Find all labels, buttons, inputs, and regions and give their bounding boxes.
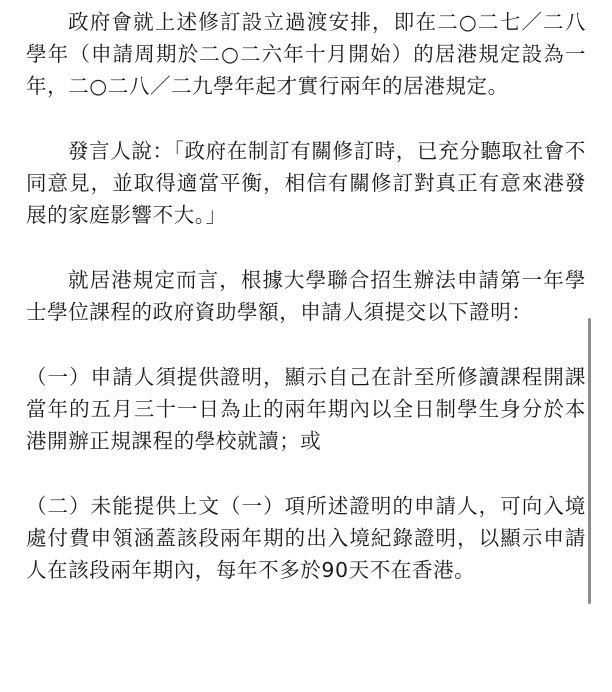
paragraph-spokesman-quote: 發言人說：「政府在制訂有關修訂時，已充分聽取社會不同意見，並取得適當平衡，相信有關修訂對真正有意來港發展的家庭影響不大。」 [26, 139, 586, 227]
paragraph-item-one: （一）申請人須提供證明，顯示自己在計至所修讀課程開課當年的五月三十一日為止的兩年期內以全日制學生身分於本港開辦正規課程的學校就讀；或 [26, 365, 586, 453]
paragraph-gap [26, 231, 586, 264]
paragraph-gap [26, 102, 586, 135]
paragraph-transition-arrangement: 政府會就上述修訂設立過渡安排，即在二○二七／二八學年（申請周期於二○二六年十月開始）的居港規定設為一年，二○二八／二九學年起才實行兩年的居港規定。 [26, 10, 586, 98]
vertical-scrollbar[interactable] [588, 318, 591, 604]
paragraph-item-two: （二）未能提供上文（一）項所述證明的申請人，可向入境處付費申領涵蓋該段兩年期的出入境紀錄證明，以顯示申請人在該段兩年期內，每年不多於90天不在香港。 [26, 494, 586, 582]
paragraph-residency-requirement: 就居港規定而言，根據大學聯合招生辦法申請第一年學士學位課程的政府資助學額，申請人須提交以下證明： [26, 268, 586, 324]
paragraph-gap [26, 457, 586, 490]
document-body [26, 6, 586, 586]
paragraph-gap [26, 328, 586, 361]
